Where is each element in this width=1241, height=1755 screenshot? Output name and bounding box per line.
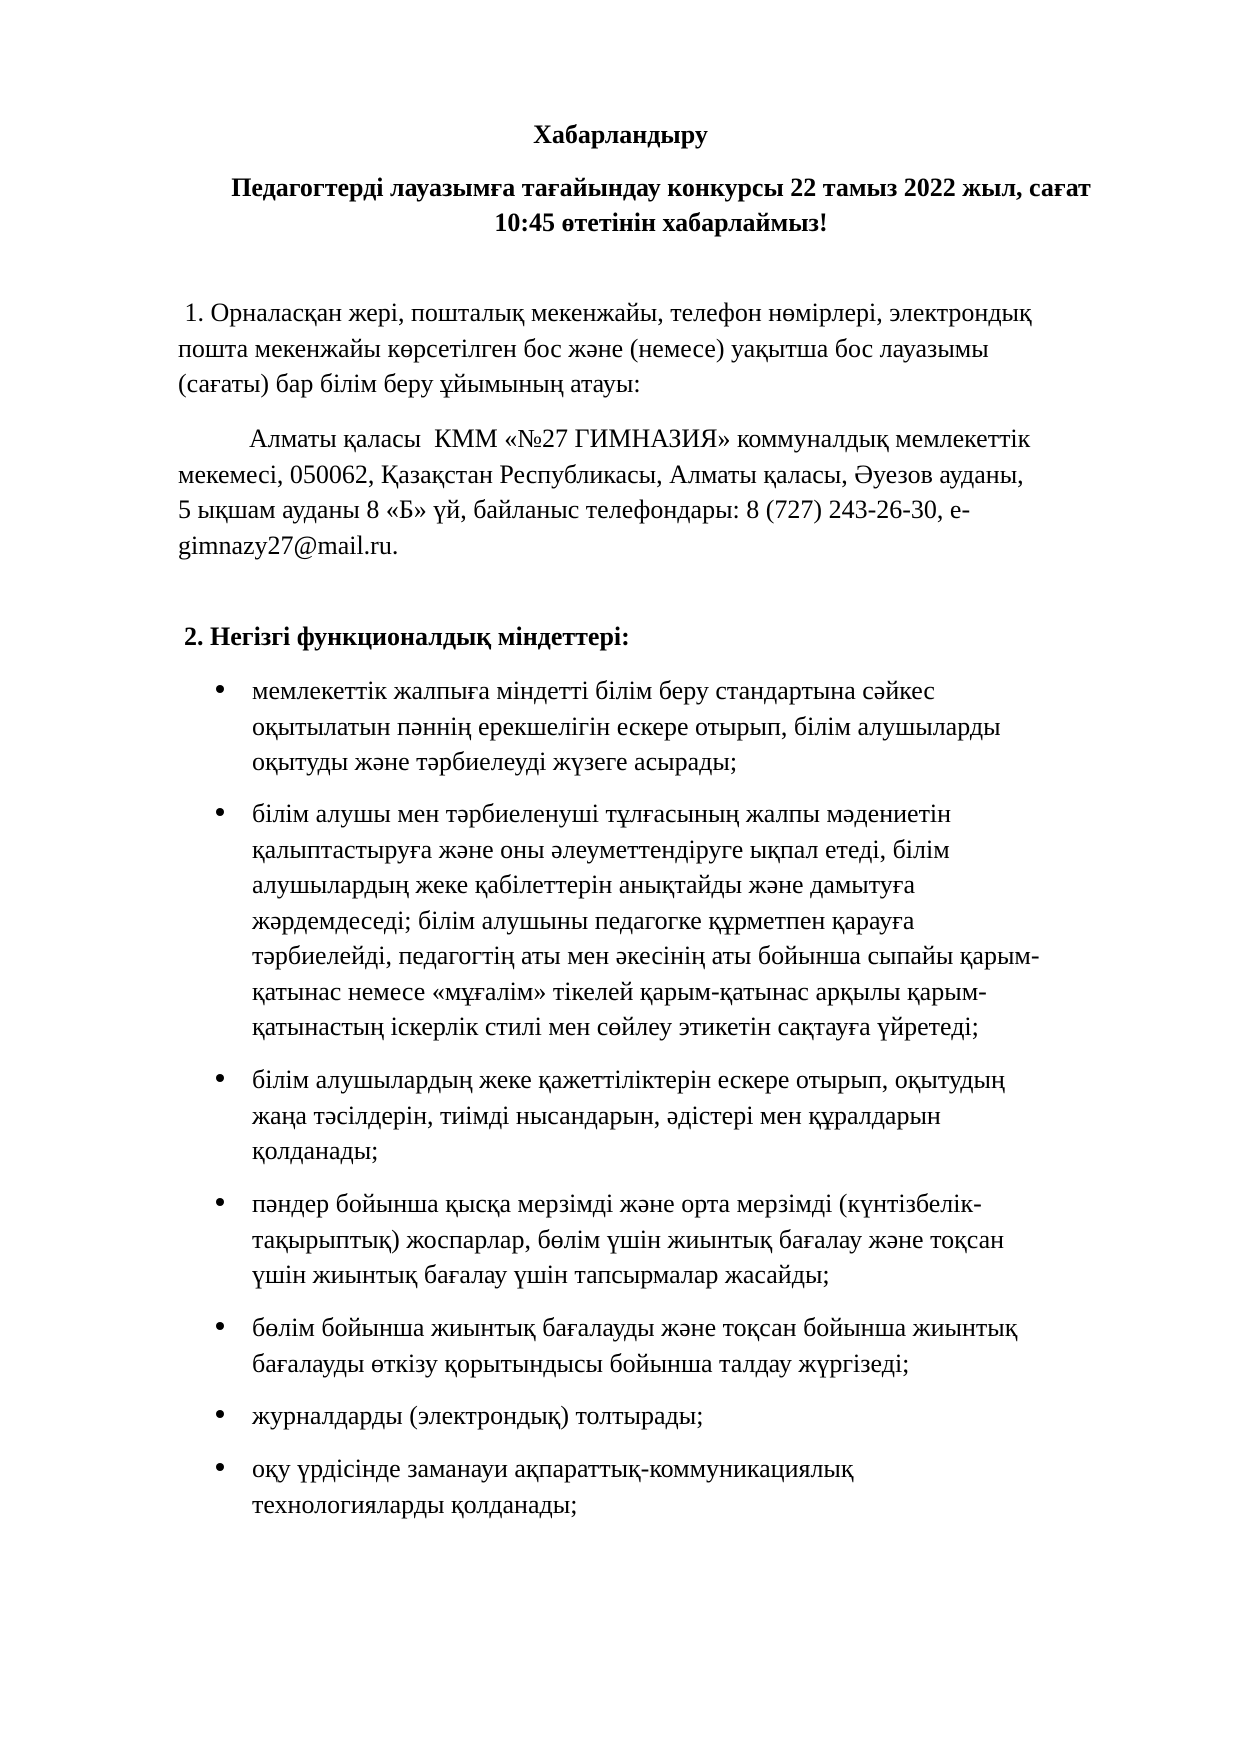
list-item-line: білім алушылардың жеке қажеттіліктерін ескере отырып, оқытудың [252,1065,1005,1094]
bullet-icon [216,1410,224,1418]
section1-line: 1. Орналасқан жері, пошталық мекенжайы, телефон нөмірлері, электрондық [178,298,1032,327]
section1-line: (сағаты) бар білім беру ұйымының атауы: [178,369,641,398]
list-item-line: оқытылатын пәннің ерекшелігін ескере отырып, білім алушыларды [252,711,1001,741]
list-item-line: жаңа тәсілдерін, тиімді нысандарын, әдістері мен құралдарын [252,1100,941,1130]
list-item-line: оқытуды және тәрбиелеуді жүзеге асырады; [252,747,738,776]
bullet-icon [216,808,224,816]
list-item-line: тақырыптық) жоспарлар, бөлім үшін жиынтық бағалау және тоқсан [252,1224,1005,1254]
document-title: Хабарландыру [533,120,708,149]
list-item-line: оқу үрдісінде заманауи ақпараттық-коммуникациялық [252,1454,854,1483]
bullet-icon [216,1198,224,1206]
list-item-line: бөлім бойынша жиынтық бағалауды және тоқсан бойынша жиынтық [252,1313,1018,1342]
list-item-text [252,1398,703,1434]
list-item-line: журналдарды (электрондық) толтырады; [252,1401,704,1430]
section2-heading: 2. Негізгі функционалдық міндеттері: [184,622,630,651]
list-item-text [252,1451,854,1522]
address-paragraph [178,421,1030,563]
list-item-line: қатынас немесе «мұғалім» тікелей қарым-қатынас арқылы қарым- [252,976,987,1006]
list-item-text [252,673,1001,780]
bullet-icon [216,1074,224,1082]
address-line: мекемесі, 050062, Қазақстан Республикасы, Алматы қаласы, Әуезов ауданы, [178,459,1024,489]
list-item-text [252,1062,1005,1169]
bullet-icon [216,1322,224,1330]
list-item-line: мемлекеттік жалпыға міндетті білім беру стандартына сәйкес [252,676,935,705]
list-item-line: бағалауды өткізу қорытындысы бойынша талдау жүргізеді; [252,1348,910,1378]
bullet-icon [216,1463,224,1471]
section1-line: пошта мекенжайы көрсетілген бос және (немесе) уақытша бос лауазымы [178,333,989,363]
list-item-line: пәндер бойынша қысқа мерзімді және орта мерзімді (күнтізбелік- [252,1189,982,1218]
list-item-line: қалыптастыруға және оны әлеуметтендіруге ықпал етеді, білім [252,834,950,864]
list-item-line: үшін жиынтық бағалау үшін тапсырмалар жасайды; [252,1260,830,1289]
list-item-text [252,796,1040,1045]
section1-paragraph [178,295,1032,402]
list-item-line: қатынастың іскерлік стилі мен сөйлеу этикетін сақтауға үйретеді; [252,1012,979,1041]
list-item-line: білім алушы мен тәрбиеленуші тұлғасының жалпы мәдениетін [252,799,952,828]
address-line: gimnazy27@mail.ru. [178,530,399,560]
list-item-line: қолданады; [252,1136,379,1165]
list-item-line: тәрбиелейді, педагогтің аты мен әкесінің аты бойынша сыпайы қарым- [252,941,1040,970]
list-item-line: технологияларды қолданады; [252,1489,578,1519]
list-item-line: алушылардың жеке қабілеттерін анықтайды және дамытуға [252,870,915,899]
list-item-line: жәрдемдеседі; білім алушыны педагогке құрметпен қарауға [252,905,915,935]
bullet-icon [216,685,224,693]
address-line: Алматы қаласы КММ «№27 ГИМНАЗИЯ» коммуналдық мемлекеттік [249,424,1031,453]
list-item-text [252,1186,1004,1293]
subtitle-line: 10:45 өтетінін хабарлаймыз! [494,208,828,237]
list-item-text [252,1310,1017,1381]
address-line: 5 ықшам ауданы 8 «Б» үй, байланыс телефондары: 8 (727) 243-26-30, е- [178,495,971,524]
announcement-subtitle [178,170,1144,240]
subtitle-line: Педагогтерді лауазымға тағайындау конкурсы 22 тамыз 2022 жыл, сағат [231,173,1091,202]
